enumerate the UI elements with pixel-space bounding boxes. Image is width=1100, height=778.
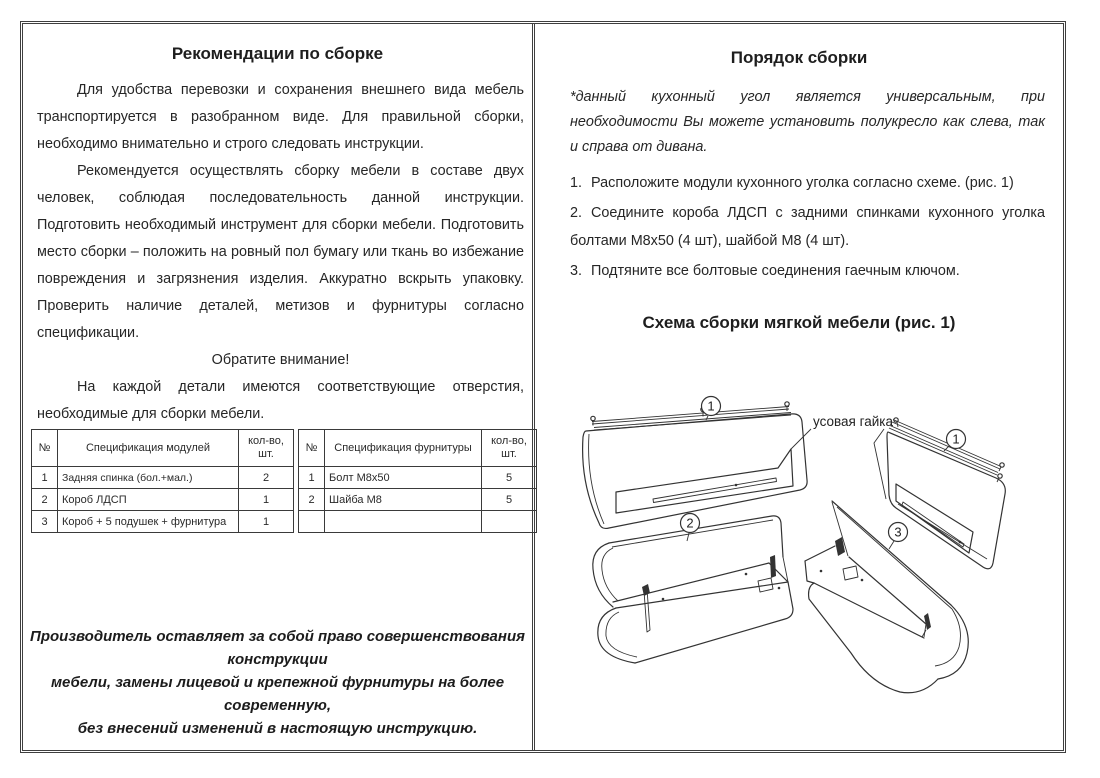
assembly-order-body	[570, 85, 1045, 285]
step-text: Подтяните все болтовые соединения гаечным ключом.	[591, 263, 960, 279]
cell-num: 2	[299, 489, 325, 511]
schema-title: Схема сборки мягкой мебели (рис. 1)	[642, 313, 956, 332]
tee-nut-label: усовая гайка	[813, 414, 893, 429]
cell-name: Задняя спинка (бол.+мал.)	[58, 467, 239, 489]
callout-1-right-icon	[947, 430, 966, 449]
cell-name: Короб + 5 подушек + фурнитура	[58, 511, 239, 533]
step-number: 2.	[570, 205, 583, 221]
storage-box-left	[593, 516, 793, 663]
recommendations-text	[37, 77, 524, 428]
assembly-steps	[570, 169, 1045, 285]
callout-1-left-icon	[702, 397, 721, 416]
table-row	[299, 489, 537, 511]
step-text: Расположите модули кухонного уголка согласно схеме. (рис. 1)	[591, 175, 1014, 191]
cell-qty	[482, 511, 537, 533]
cell-qty: 1	[239, 489, 294, 511]
cell-qty: 5	[482, 467, 537, 489]
svg-text:2: 2	[686, 515, 694, 531]
assembly-diagram-svg	[555, 395, 1055, 705]
backrest-left	[583, 402, 808, 529]
column-header: №	[299, 430, 325, 467]
cell-qty: 5	[482, 489, 537, 511]
cell-name: Болт М8х50	[325, 467, 482, 489]
column-header: кол-во, шт.	[482, 430, 537, 467]
page-title: Рекомендации по сборке	[171, 44, 384, 63]
cell-num: 3	[32, 511, 58, 533]
table-row	[299, 511, 537, 533]
paragraph: На каждой детали имеются соответствующие отверстия, необходимые для сборки мебели.	[37, 379, 524, 422]
cell-name: Короб ЛДСП	[58, 489, 239, 511]
column-header: №	[32, 430, 58, 467]
table-header-row	[32, 430, 294, 467]
step-number: 3.	[570, 263, 583, 279]
cell-num: 1	[299, 467, 325, 489]
callout-3-icon	[889, 523, 908, 542]
step-number: 1.	[570, 175, 583, 191]
instruction-sheet	[20, 21, 1066, 753]
manufacturer-note-line: Производитель оставляет за собой право совершенствования конструкции	[30, 628, 525, 668]
modules-table	[31, 429, 294, 533]
page-title: Порядок сборки	[730, 48, 868, 67]
table-row	[32, 467, 294, 489]
svg-text:1: 1	[707, 398, 715, 414]
manufacturer-note-line: без внесений изменений в настоящую инструкцию.	[77, 720, 478, 737]
paragraph: Для удобства перевозки и сохранения внешнего вида мебель транспортируется в разобранном виде. Для правильной сборки, необходимо внимательно и строго следовать инструкции.	[37, 82, 524, 152]
assembly-step	[570, 257, 1045, 285]
column-header: Спецификация фурнитуры	[325, 430, 482, 467]
attention-heading: Обратите внимание!	[211, 352, 350, 368]
table-row	[299, 467, 537, 489]
column-header: Спецификация модулей	[58, 430, 239, 467]
assembly-step	[570, 169, 1045, 197]
step-text: Соедините короба ЛДСП с задними спинками кухонного уголка болтами М8х50 (4 шт), шайбой М8 (4 шт).	[570, 205, 1045, 249]
cell-num: 1	[32, 467, 58, 489]
universal-note: *данный кухонный угол является универсальным, при необходимости Вы можете установить полукресло как слева, так и справа от дивана.	[570, 89, 1045, 155]
cell-num	[299, 511, 325, 533]
assembly-step	[570, 199, 1045, 255]
cell-name	[325, 511, 482, 533]
specification-tables	[31, 429, 527, 533]
svg-text:3: 3	[894, 524, 902, 540]
svg-text:1: 1	[952, 431, 960, 447]
cell-qty: 1	[239, 511, 294, 533]
callout-2-icon	[681, 514, 700, 533]
cell-qty: 2	[239, 467, 294, 489]
hardware-table	[298, 429, 537, 533]
page-assembly-order	[535, 24, 1063, 750]
paragraph: Рекомендуется осуществлять сборку мебели в составе двух человек, соблюдая последовательность данной инструкции. Подготовить необходимый инструмент для сборки мебели. Подготовить место сборки – положить на ровный пол бумагу или ткань во избежание повреждения и загрязнения изделия. Аккуратно вскрыть упаковку. Проверить наличие деталей, метизов и фурнитуры согласно спецификации.	[37, 163, 524, 341]
cell-num: 2	[32, 489, 58, 511]
manufacturer-note	[29, 625, 526, 740]
table-row	[32, 489, 294, 511]
assembly-diagram	[555, 395, 1063, 705]
column-header: кол-во, шт.	[239, 430, 294, 467]
cell-name: Шайба М8	[325, 489, 482, 511]
table-row	[32, 511, 294, 533]
manufacturer-note-line: мебели, замены лицевой и крепежной фурнитуры на более современную,	[50, 674, 505, 714]
table-header-row	[299, 430, 537, 467]
page-recommendations	[23, 24, 535, 750]
